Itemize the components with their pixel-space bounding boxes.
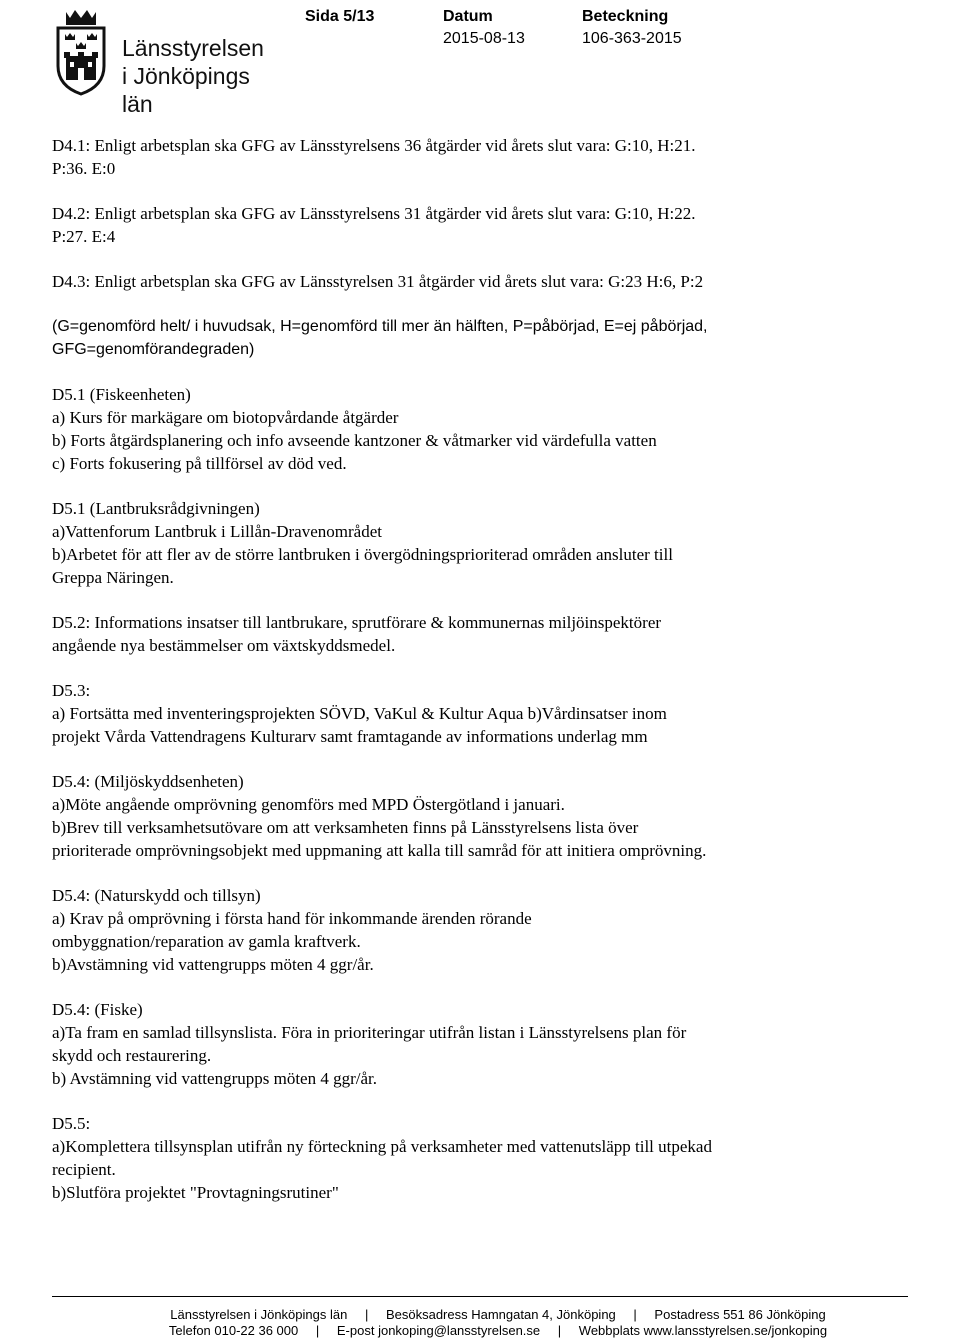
footer-phone: Telefon 010-22 36 000: [168, 1323, 299, 1338]
paragraph-d4-3: D4.3: Enligt arbetsplan ska GFG av Länsstyrelsen 31 åtgärder vid årets slut vara: G:23 H:6, P:2: [52, 272, 704, 291]
paragraph-d5-4-miljo: D5.4: (Miljöskyddsenheten) a)Möte angående omprövning genomförs med MPD Östergötland i januari. b)Brev till verksamhetsutövare om att verksamheten finns på Länsstyrelsens lista över prioriterade omprövningsobjekt med uppmaning att kalla till samråd för att initiera omprövning.: [52, 772, 707, 860]
footer-organization: Länsstyrelsen i Jönköpings län: [170, 1307, 348, 1322]
paragraph-d5-1-lantbruk: D5.1 (Lantbruksrådgivningen) a)Vattenforum Lantbruk i Lillån-Dravenområdet b)Arbetet för att fler av de större lantbruken i övergödningsprioriterad områden ansluter till Greppa Näringen.: [52, 499, 673, 587]
paragraph-d5-4-natur: D5.4: (Naturskydd och tillsyn) a) Krav på omprövning i första hand för inkommande ärenden rörande ombyggnation/reparation av gamla kraftverk. b)Avstämning vid vattengrupps möten 4 ggr/år.: [52, 886, 532, 974]
reference-value: 106-363-2015: [582, 30, 682, 47]
page-number: [305, 6, 374, 28]
page-number-text: Sida 5/13: [305, 8, 375, 25]
footer-separator: |: [557, 1323, 562, 1338]
paragraph-legend: (G=genomförd helt/ i huvudsak, H=genomförd till mer än hälften, P=påbörjad, E=ej påbörjad, GFG=genomförandegraden): [52, 318, 708, 358]
organization-name-line2: i Jönköpings län: [122, 63, 250, 117]
logo: [46, 0, 276, 117]
date-block: [443, 6, 525, 50]
footer-separator: |: [364, 1307, 369, 1322]
organization-name: [122, 34, 276, 118]
date-label: Datum: [443, 8, 493, 25]
paragraph-d4-1: D4.1: Enligt arbetsplan ska GFG av Länsstyrelsens 36 åtgärder vid årets slut vara: G:10, H:21. P:36. E:0: [52, 136, 696, 178]
paragraph-d5-1-fiske: D5.1 (Fiskeenheten) a) Kurs för markägare om biotopvårdande åtgärder b) Forts åtgärdsplanering och info avseende kantzoner & våtmarker vid värdefulla vatten c) Forts fokusering på tillförsel av död ved.: [52, 385, 657, 473]
reference-block: [582, 6, 682, 50]
reference-label: Beteckning: [582, 8, 669, 25]
organization-name-line1: Länsstyrelsen: [122, 35, 264, 61]
paragraph-d5-2: D5.2: Informations insatser till lantbrukare, sprutförare & kommunernas miljöinspektörer angående nya bestämmelser om växtskyddsmedel.: [52, 613, 662, 655]
footer-email: E-post jonkoping@lansstyrelsen.se: [336, 1323, 541, 1338]
footer-separator: |: [633, 1307, 637, 1322]
paragraph-d5-5: D5.5: a)Komplettera tillsynsplan utifrån ny förteckning på verksamheter med vattenutsläpp till utpekad recipient. b)Slutföra projektet "Provtagningsrutiner": [52, 1114, 712, 1202]
coat-of-arms-icon: [52, 4, 110, 96]
document-body: [52, 134, 912, 1226]
footer-visit-address: Besöksadress Hamngatan 4, Jönköping: [385, 1307, 616, 1322]
date-value: 2015-08-13: [443, 30, 525, 47]
footer-postal-address: Postadress 551 86 Jönköping: [654, 1307, 826, 1322]
paragraph-d5-4-fiske: D5.4: (Fiske) a)Ta fram en samlad tillsynslista. Föra in prioriteringar utifrån listan i Länsstyrelsens plan för skydd och restaurering. b) Avstämning vid vattengrupps möten 4 ggr/år.: [52, 1000, 687, 1088]
footer-website: Webbplats www.lansstyrelsen.se/jonkoping: [578, 1323, 828, 1338]
footer-separator: |: [315, 1323, 320, 1338]
footer-divider: [52, 1296, 908, 1297]
paragraph-d4-2: D4.2: Enligt arbetsplan ska GFG av Länsstyrelsens 31 åtgärder vid årets slut vara: G:10, H:22. P:27. E:4: [52, 204, 696, 246]
paragraph-d5-3: D5.3: a) Fortsätta med inventeringsprojekten SÖVD, VaKul & Kultur Aqua b)Vårdinsatser inom projekt Vårda Vattendragens Kulturarv samt framtagande av informations underlag mm: [52, 681, 667, 746]
footer-line-2: [18, 1322, 960, 1340]
